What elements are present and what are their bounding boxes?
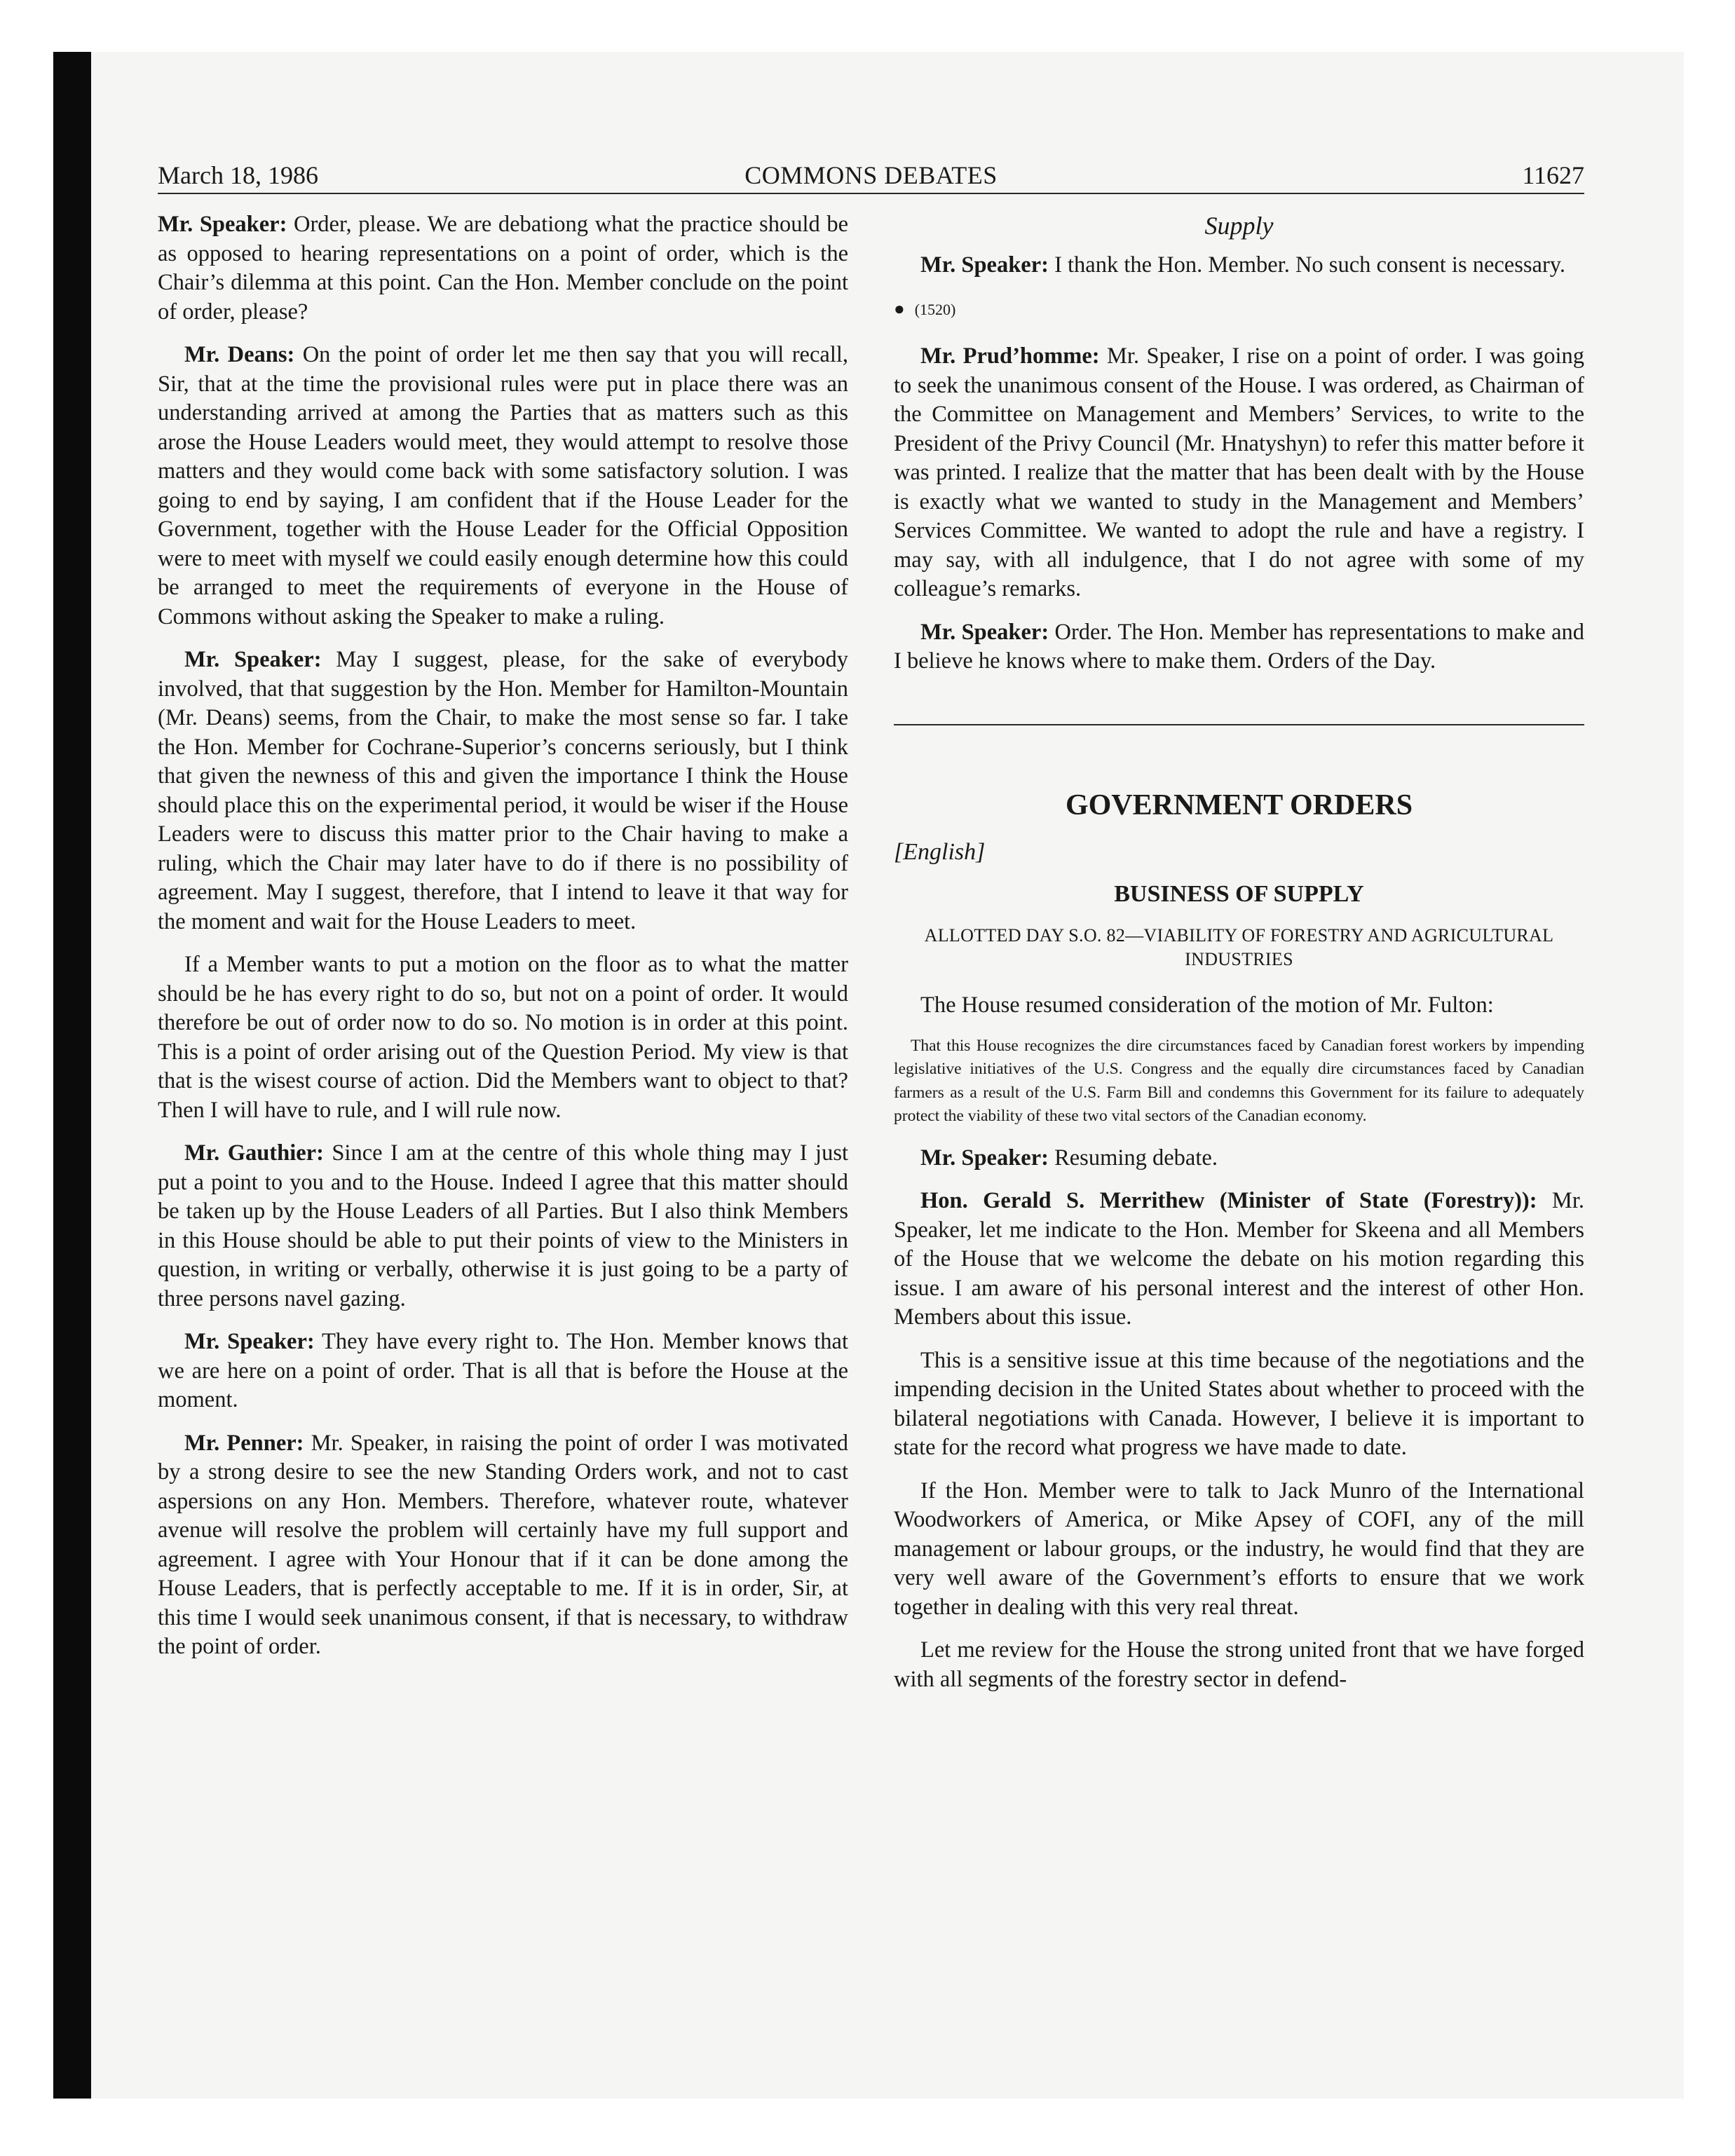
section-label: Supply: [1204, 212, 1274, 240]
speaker-name: Mr. Gauthier:: [184, 1140, 324, 1166]
bullet-icon: ●: [894, 298, 905, 319]
speaker-name: Mr. Speaker:: [920, 1145, 1049, 1171]
time-marker: [894, 294, 1584, 325]
header-title: COMMONS DEBATES: [744, 161, 998, 189]
paragraph: The House resumed consideration of the motion of Mr. Fulton:: [920, 992, 1494, 1018]
paragraph: [158, 210, 848, 327]
right-column: [894, 210, 1584, 1913]
speaker-name: Mr. Speaker:: [184, 1329, 315, 1354]
paragraph: [158, 1328, 848, 1415]
paragraph: Let me review for the House the strong united front that we have forged with all segments of the forestry sector in defend-: [894, 1637, 1584, 1692]
speech-text: Order. The Hon. Member has representations to make and I believe he knows where to make them. Orders of the Day.: [894, 619, 1584, 674]
heading-government-orders: GOVERNMENT ORDERS: [1065, 789, 1413, 821]
speech-text: I thank the Hon. Member. No such consent is necessary.: [1048, 252, 1566, 278]
speech-text: Resuming debate.: [1048, 1145, 1218, 1171]
speech-text: Mr. Speaker, in raising the point of order I was motivated by a strong desire to see the new Standing Orders work, and not to cast aspersions on any Hon. Members. Therefore, whatever route, whatever avenue will resolve the problem will certainly have my full support and agreement. I agree with Your Honour that if it can be done among the House Leaders, that is perfectly acceptable to me. If it is in order, Sir, at this time I would seek unanimous consent, if that is necessary, to withdraw the point of order.: [158, 1430, 848, 1659]
page-header: [158, 158, 1584, 194]
paragraph: If a Member wants to put a motion on the floor as to what the matter should be he has every right to do so, but not on a point of order. It would therefore be out of order now to do so. No motion is in order at this point. This is a point of order arising out of the Question Period. My view is that that is the wisest course of action. Did the Members want to object to that? Then I will have to rule, and I will rule now.: [158, 952, 848, 1123]
paragraph: [158, 1429, 848, 1662]
speaker-name: Mr. Deans:: [184, 342, 295, 367]
speech-text: On the point of order let me then say that you will recall, Sir, that at the time the provisional rules were put in place there was an understanding arrived at among the Parties that as matters such as this arose the House Leaders would meet, they would attempt to resolve those matters and they would come back with some satisfactory solution. I was going to end by saying, I am confident that if the House Leader for the Government, together with the House Leader for the Official Opposition were to meet with myself we could easily enough determine how this could be arranged to meet the requirements of everyone in the House of Commons without asking the Speaker to make a ruling.: [158, 342, 848, 629]
paragraph: [894, 251, 1584, 280]
header-date: March 18, 1986: [158, 161, 318, 189]
speech-text: They have every right to. The Hon. Member knows that we are here on a point of order. That is all that is before the House at the moment.: [158, 1329, 848, 1412]
language-tag: [English]: [894, 838, 986, 865]
paragraph: This is a sensitive issue at this time because of the negotiations and the impending decision in the United States about whether to proceed with the bilateral negotiations with Canada. However, I believe it is important to state for the record what progress we have made to date.: [894, 1347, 1584, 1460]
paragraph: [158, 646, 848, 936]
binding-edge: [53, 52, 91, 2099]
header-page-number: 11627: [1522, 161, 1584, 189]
paragraph: [158, 1139, 848, 1314]
time-marker-text: (1520): [914, 300, 956, 318]
paragraph: [894, 1144, 1584, 1173]
speaker-name: Mr. Speaker:: [920, 252, 1049, 278]
speech-text: Mr. Speaker, I rise on a point of order. I was going to seek the unanimous consent of the House. I was ordered, as Chairman of the Committee on Management and Members’ Services, to write to the President of the Privy Council (Mr. Hnatyshyn) to refer this matter before it was printed. I realize that the matter that has been dealt with by the House is exactly what we wanted to study in the Management and Members’ Services Committee. We wanted to adopt the rule and have a registry. I may say, with all indulgence, that I do not agree with some of my colleague’s remarks.: [894, 343, 1584, 601]
motion-text: That this House recognizes the dire circumstances faced by Canadian forest workers by impending legislative initiatives of the U.S. Congress and the equally dire circumstances faced by Canadian farmers as a result of the U.S. Farm Bill and condemns this Government for its failure to adequately protect the viability of these two vital sectors of the Canadian economy.: [894, 1036, 1584, 1125]
heading-business-of-supply: BUSINESS OF SUPPLY: [1114, 881, 1364, 907]
heading-allotted-day: ALLOTTED DAY S.O. 82—VIABILITY OF FORESTRY AND AGRICULTURAL INDUSTRIES: [924, 925, 1554, 969]
section-divider: [894, 724, 1584, 725]
paragraph: [158, 341, 848, 632]
speech-text: Mr. Speaker, let me indicate to the Hon. Member for Skeena and all Members of the House that we welcome the debate on his motion regarding this issue. I am aware of his personal interest and the interest of other Hon. Members about this issue.: [894, 1188, 1584, 1330]
paragraph: If the Hon. Member were to talk to Jack Munro of the International Woodworkers of America, or Mike Apsey of COFI, any of the mill management or labour groups, or the industry, he would find that they are very well aware of the Government’s efforts to ensure that we work together in dealing with this very real threat.: [894, 1478, 1584, 1620]
paragraph: [894, 618, 1584, 676]
speaker-name: Mr. Penner:: [184, 1430, 304, 1456]
speech-text: May I suggest, please, for the sake of everybody involved, that that suggestion by the Hon. Member for Hamilton-Mountain (Mr. Deans) seems, from the Chair, to make the most sense so far. I take the Hon. Member for Cochrane-Superior’s concerns seriously, but I think that given the newness of this and given the importance I think the House should place this on the experimental period, it would be wiser if the House Leaders were to discuss this matter prior to the Chair having to make a ruling, which the Chair may later have to do if there is no possibility of agreement. May I suggest, therefore, that I intend to leave it that way for the moment and wait for the House Leaders to meet.: [158, 647, 848, 934]
speaker-name: Mr. Speaker:: [158, 212, 287, 237]
left-column: [158, 210, 848, 1913]
speaker-name: Mr. Speaker:: [920, 619, 1049, 645]
paragraph: [894, 342, 1584, 604]
speech-text: Order, please. We are debationg what the practice should be as opposed to hearing representations on a point of order, which is the Chair’s dilemma at this point. Can the Hon. Member conclude on the point of order, please?: [158, 212, 848, 325]
speaker-name: Hon. Gerald S. Merrithew (Minister of State (Forestry)):: [920, 1188, 1537, 1213]
speech-text: Since I am at the centre of this whole thing may I just put a point to you and to the House. Indeed I agree that this matter should be taken up by the House Leaders of all Parties. But I also think Members in this House should be able to put their points of view to the Ministers in question, in writing or verbally, otherwise it is just going to be a party of three persons navel gazing.: [158, 1140, 848, 1311]
paragraph: [894, 1187, 1584, 1332]
speaker-name: Mr. Speaker:: [184, 647, 322, 672]
speaker-name: Mr. Prud’homme:: [920, 343, 1100, 369]
